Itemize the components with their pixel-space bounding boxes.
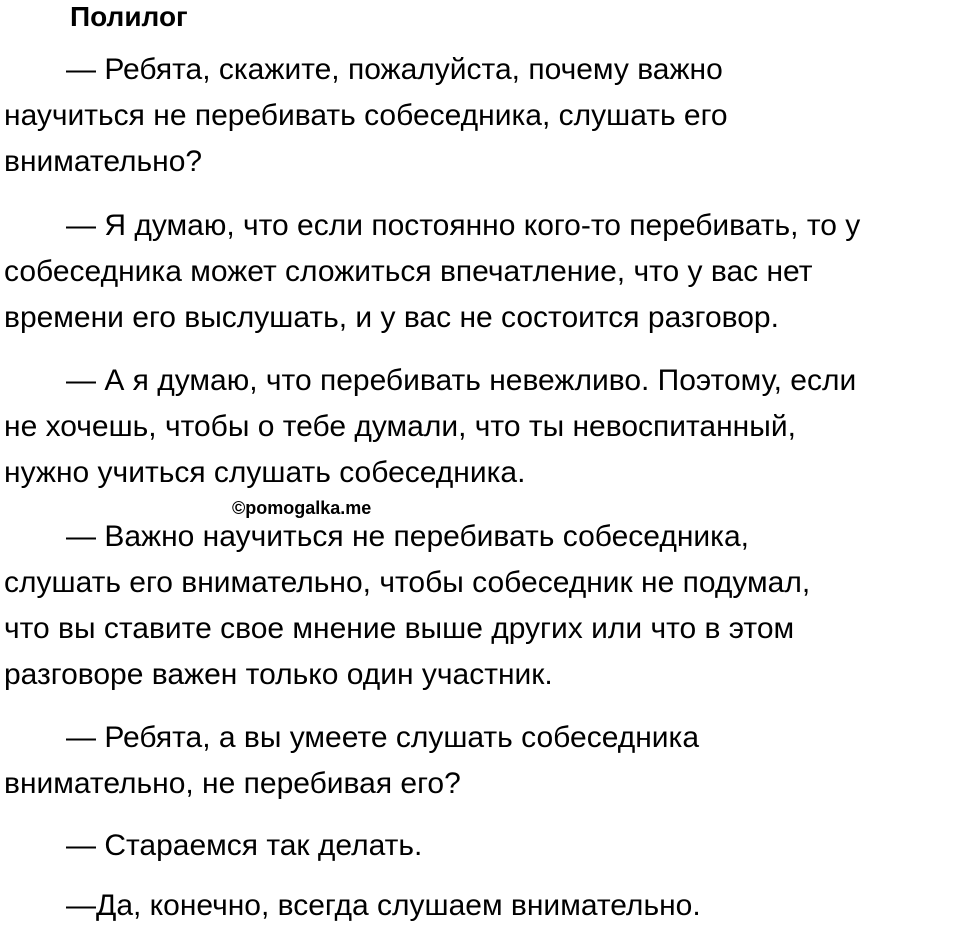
paragraph-line: разговоре важен только один участник. bbox=[4, 658, 553, 691]
dialogue-paragraph-7 bbox=[4, 883, 939, 929]
paragraph-line: внимательно? bbox=[4, 145, 203, 178]
dialogue-paragraph-3 bbox=[4, 358, 939, 496]
dialogue-paragraph-5 bbox=[4, 715, 939, 807]
paragraph-line: — Ребята, скажите, пожалуйста, почему важно bbox=[66, 53, 723, 86]
dialogue-paragraph-4 bbox=[4, 514, 939, 698]
paragraph-line: — Важно научиться не перебивать собеседника, bbox=[66, 520, 749, 553]
dialogue-paragraph-6 bbox=[4, 823, 939, 869]
paragraph-line: внимательно, не перебивая его? bbox=[4, 767, 461, 800]
paragraph-line: — Я думаю, что если постоянно кого-то перебивать, то у bbox=[66, 209, 861, 242]
paragraph-line: нужно учиться слушать собеседника. bbox=[4, 456, 526, 489]
paragraph-line: — Стараемся так делать. bbox=[66, 829, 423, 862]
document-title: Полилог bbox=[70, 1, 188, 32]
paragraph-line: собеседника может сложиться впечатление, что у вас нет bbox=[4, 255, 813, 288]
dialogue-paragraph-1 bbox=[4, 47, 939, 185]
paragraph-line: времени его выслушать, и у вас не состоится разговор. bbox=[4, 301, 779, 334]
paragraph-line: —Да, конечно, всегда слушаем внимательно. bbox=[66, 889, 701, 922]
paragraph-line: — Ребята, а вы умеете слушать собеседника bbox=[66, 721, 700, 754]
paragraph-line: научиться не перебивать собеседника, слушать его bbox=[4, 99, 728, 132]
paragraph-line: не хочешь, чтобы о тебе думали, что ты невоспитанный, bbox=[4, 410, 796, 443]
paragraph-line: что вы ставите свое мнение выше других или что в этом bbox=[4, 612, 795, 645]
watermark-text: ©pomogalka.me bbox=[232, 498, 372, 518]
paragraph-line: слушать его внимательно, чтобы собеседник не подумал, bbox=[4, 566, 811, 599]
dialogue-paragraph-2 bbox=[4, 203, 939, 341]
paragraph-line: — А я думаю, что перебивать невежливо. Поэтому, если bbox=[66, 364, 857, 397]
